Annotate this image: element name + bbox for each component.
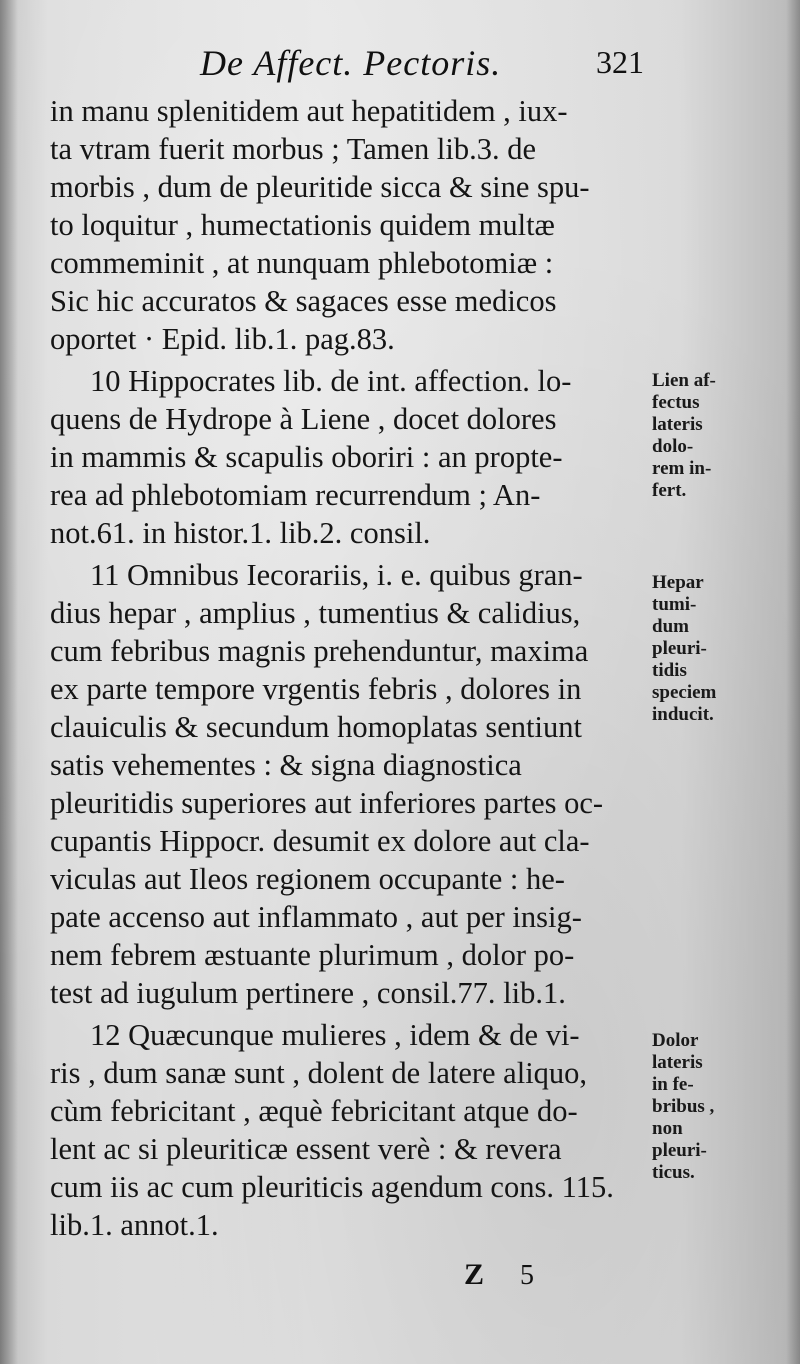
text-line: 11 Omnibus Iecorariis, i. e. quibus gran- bbox=[90, 558, 583, 592]
margin-note-line: Lien af- bbox=[652, 370, 716, 391]
text-line: oportet · Epid. lib.1. pag.83. bbox=[50, 322, 395, 356]
text-line: pate accenso aut inflammato , aut per insig- bbox=[50, 900, 582, 934]
text-line: to loquitur , humectationis quidem multæ bbox=[50, 208, 555, 242]
margin-note-line: ticus. bbox=[652, 1162, 695, 1183]
margin-note-line: fectus bbox=[652, 392, 700, 413]
text-line: quens de Hydrope à Liene , docet dolores bbox=[50, 402, 557, 436]
signature-mark: Z bbox=[464, 1258, 485, 1291]
margin-note-line: tumi- bbox=[652, 594, 697, 615]
text-line: nem febrem æstuante plurimum , dolor po- bbox=[50, 938, 575, 972]
text-line: commeminit , at nunquam phlebotomiæ : bbox=[50, 246, 554, 280]
text-line: lib.1. annot.1. bbox=[50, 1208, 219, 1242]
margin-note-line: dolo- bbox=[652, 436, 694, 457]
page-header bbox=[0, 42, 800, 92]
margin-note-line: in fe- bbox=[652, 1074, 694, 1095]
text-line: 10 Hippocrates lib. de int. affection. lo- bbox=[90, 364, 572, 398]
margin-note-line: lateris bbox=[652, 1052, 703, 1073]
text-line: lent ac si pleuriticæ essent verè : & revera bbox=[50, 1132, 562, 1166]
margin-note-line: Hepar bbox=[652, 572, 704, 593]
text-line: test ad iugulum pertinere , consil.77. lib.1. bbox=[50, 976, 566, 1010]
paragraph-11 bbox=[50, 556, 660, 1012]
margin-note-line: fert. bbox=[652, 480, 687, 501]
paragraph-10 bbox=[50, 362, 660, 552]
text-line: in mammis & scapulis oboriri : an propte- bbox=[50, 440, 563, 474]
page-number: 321 bbox=[596, 44, 644, 80]
text-line: Sic hic accuratos & sagaces esse medicos bbox=[50, 284, 557, 318]
text-line: viculas aut Ileos regionem occupante : he- bbox=[50, 862, 565, 896]
paragraph-12 bbox=[50, 1016, 660, 1244]
margin-note-hepar bbox=[652, 572, 792, 726]
margin-note-line: pleuri- bbox=[652, 638, 707, 659]
main-text-column bbox=[50, 92, 660, 1244]
margin-note-line: lateris bbox=[652, 414, 703, 435]
text-line: satis vehementes : & signa diagnostica bbox=[50, 748, 522, 782]
text-line: ex parte tempore vrgentis febris , dolores in bbox=[50, 672, 582, 706]
text-line: cùm febricitant , æquè febricitant atque do- bbox=[50, 1094, 578, 1128]
text-line: ris , dum sanæ sunt , dolent de latere aliquo, bbox=[50, 1056, 588, 1090]
margin-note-dolor bbox=[652, 1030, 792, 1184]
margin-note-line: pleuri- bbox=[652, 1140, 707, 1161]
page-gutter-shadow bbox=[0, 0, 18, 1364]
margin-note-line: speciem bbox=[652, 682, 717, 703]
margin-note-lien bbox=[652, 370, 792, 502]
text-line: ta vtram fuerit morbus ; Tamen lib.3. de bbox=[50, 132, 537, 166]
margin-note-line: inducit. bbox=[652, 704, 714, 725]
text-line: cum iis ac cum pleuriticis agendum cons. 115. bbox=[50, 1170, 614, 1204]
text-line: rea ad phlebotomiam recurrendum ; An- bbox=[50, 478, 541, 512]
text-line: cum febribus magnis prehenduntur, maxima bbox=[50, 634, 589, 668]
margin-note-line: non bbox=[652, 1118, 683, 1139]
text-line: pleuritidis superiores aut inferiores partes oc- bbox=[50, 786, 604, 820]
text-line: cupantis Hippocr. desumit ex dolore aut cla- bbox=[50, 824, 590, 858]
text-line: 12 Quæcunque mulieres , idem & de vi- bbox=[90, 1018, 580, 1052]
text-line: not.61. in histor.1. lib.2. consil. bbox=[50, 516, 431, 550]
margin-note-line: dum bbox=[652, 616, 689, 637]
running-title: De Affect. Pectoris. bbox=[200, 43, 502, 83]
text-line: morbis , dum de pleuritide sicca & sine spu- bbox=[50, 170, 590, 204]
paragraph bbox=[50, 92, 660, 358]
text-line: in manu splenitidem aut hepatitidem , iux- bbox=[50, 94, 568, 128]
text-line: clauiculis & secundum homoplatas sentiunt bbox=[50, 710, 582, 744]
text-line: dius hepar , amplius , tumentius & calidius, bbox=[50, 596, 581, 630]
signature-number: 5 bbox=[520, 1260, 534, 1291]
margin-note-line: tidis bbox=[652, 660, 687, 681]
margin-note-line: bribus , bbox=[652, 1096, 715, 1117]
margin-note-line: Dolor bbox=[652, 1030, 699, 1051]
margin-note-line: rem in- bbox=[652, 458, 712, 479]
